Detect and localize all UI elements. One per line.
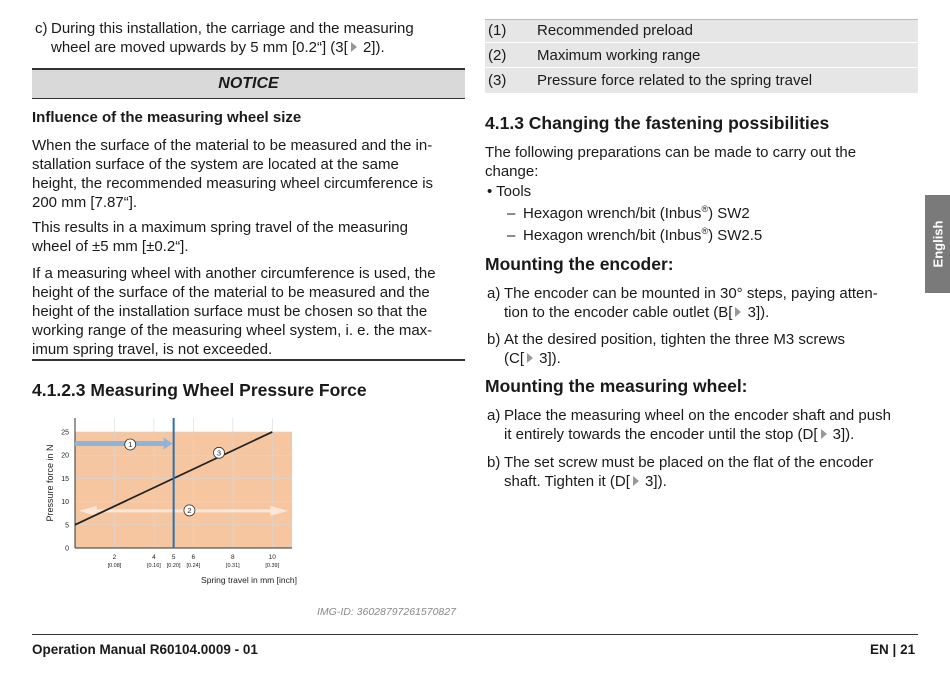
x-tick-label-inch: [0.31] — [225, 563, 240, 569]
footer-manual-title: Operation Manual R60104.0009 - 01 — [32, 642, 258, 657]
reference-arrow-icon — [351, 42, 357, 52]
y-tick-label: 10 — [61, 499, 69, 507]
footer-page: EN | 21 — [870, 642, 916, 657]
encoder-step-b-line2: (C[ 3]). — [504, 350, 561, 367]
notice-title: Influence of the measuring wheel size — [32, 109, 302, 126]
image-id: IMG-ID: 36028797261570827 — [317, 606, 456, 618]
y-tick-label: 25 — [61, 429, 69, 437]
notice-label: NOTICE — [218, 75, 279, 92]
x-tick-label: 8 — [231, 554, 235, 561]
y-tick-label: 20 — [61, 452, 69, 460]
heading-mounting-encoder: Mounting the encoder: — [485, 254, 674, 274]
x-tick-label: 6 — [191, 554, 196, 561]
notice-paragraph-3: If a measuring wheel with another circumference is used, the height of the surface of the material to be measured and the height of the installation surface must be chosen so that the working range of the measuring wheel system, i. e. the max- imum spring travel, is not exceeded. — [32, 265, 436, 358]
section-heading-4-1-3: 4.1.3 Changing the fastening possibilities — [485, 113, 830, 133]
legend-text-1: Recommended preload — [537, 22, 693, 39]
encoder-step-a-line2: tion to the encoder cable outlet (B[ 3]). — [504, 304, 770, 321]
notice-paragraph-1: When the surface of the material to be measured and the in- stallation surface of the system are located at the same height, the recommended measuring wheel circumference is 200 mm [7.87“]. — [32, 137, 434, 211]
notice-box — [32, 68, 465, 99]
x-tick-label: 5 — [171, 554, 176, 561]
legend-text-2: Maximum working range — [537, 47, 701, 64]
y-axis-label: Pressure force in N — [45, 444, 55, 522]
y-tick-label: 5 — [65, 522, 69, 530]
wheel-step-a-line2: it entirely towards the encoder until the stop (D[ 3]). — [504, 426, 855, 443]
y-tick-label: 15 — [61, 475, 69, 483]
legend-table — [485, 19, 918, 93]
x-tick-label: 4 — [152, 554, 156, 561]
callout-label: 3 — [216, 448, 222, 458]
encoder-step-b: b) At the desired position, tighten the three M3 screws — [487, 331, 846, 348]
footer-rule — [32, 634, 918, 635]
tool-item-sw2-5: – Hexagon wrench/bit (Inbus®) SW2.5 — [507, 226, 763, 244]
language-side-tab-label: English — [930, 220, 945, 268]
x-tick-label-inch: [0.39] — [265, 563, 280, 569]
reference-arrow-icon — [633, 476, 639, 486]
reference-arrow-icon — [527, 353, 533, 363]
working-area-shade — [75, 432, 292, 548]
x-tick-label-inch: [0.20] — [166, 563, 181, 569]
x-tick-label: 2 — [112, 554, 117, 561]
reference-arrow-icon — [735, 307, 741, 317]
notice-paragraph-2: This results in a maximum spring travel of the measuring wheel of ±5 mm [±0.2“]. — [32, 219, 408, 255]
x-tick-label: 10 — [268, 554, 276, 561]
legend-num-1: (1) — [488, 22, 507, 39]
x-tick-label-inch: [0.08] — [107, 563, 122, 569]
pressure-force-chart — [40, 408, 320, 593]
notice-bottom-rule — [32, 359, 465, 361]
step-c-line2: wheel are moved upwards by 5 mm [0.2“] (3[ 2]). — [51, 39, 385, 56]
section-heading-4-1-2-3: 4.1.2.3 Measuring Wheel Pressure Force — [32, 380, 367, 400]
x-axis-label: Spring travel in mm [inch] — [201, 575, 297, 585]
legend-num-3: (3) — [488, 72, 507, 89]
encoder-step-a: a) The encoder can be mounted in 30° steps, paying atten- — [487, 285, 878, 302]
heading-mounting-wheel: Mounting the measuring wheel: — [485, 376, 748, 396]
wheel-step-a: a) Place the measuring wheel on the encoder shaft and push — [487, 407, 891, 424]
tools-label: • Tools — [487, 183, 532, 200]
legend-num-2: (2) — [488, 47, 507, 64]
x-tick-label-inch: [0.16] — [147, 563, 161, 569]
tool-item-sw2: – Hexagon wrench/bit (Inbus®) SW2 — [507, 204, 750, 222]
intro-paragraph: The following preparations can be made to carry out the change: — [485, 144, 857, 180]
reference-arrow-icon — [821, 429, 827, 439]
step-c-marker: c) — [35, 20, 48, 37]
wheel-step-b: b) The set screw must be placed on the flat of the encoder — [487, 454, 874, 471]
legend-text-3: Pressure force related to the spring travel — [537, 72, 813, 89]
callout-label: 2 — [187, 506, 192, 516]
x-tick-label-inch: [0.24] — [186, 563, 201, 569]
step-c-line1: During this installation, the carriage and the measuring — [51, 20, 414, 37]
wheel-step-b-line2: shaft. Tighten it (D[ 3]). — [504, 473, 667, 490]
y-tick-label: 0 — [65, 545, 69, 553]
language-side-tab — [925, 195, 950, 293]
callout-label: 1 — [128, 440, 133, 450]
step-c — [35, 19, 414, 38]
